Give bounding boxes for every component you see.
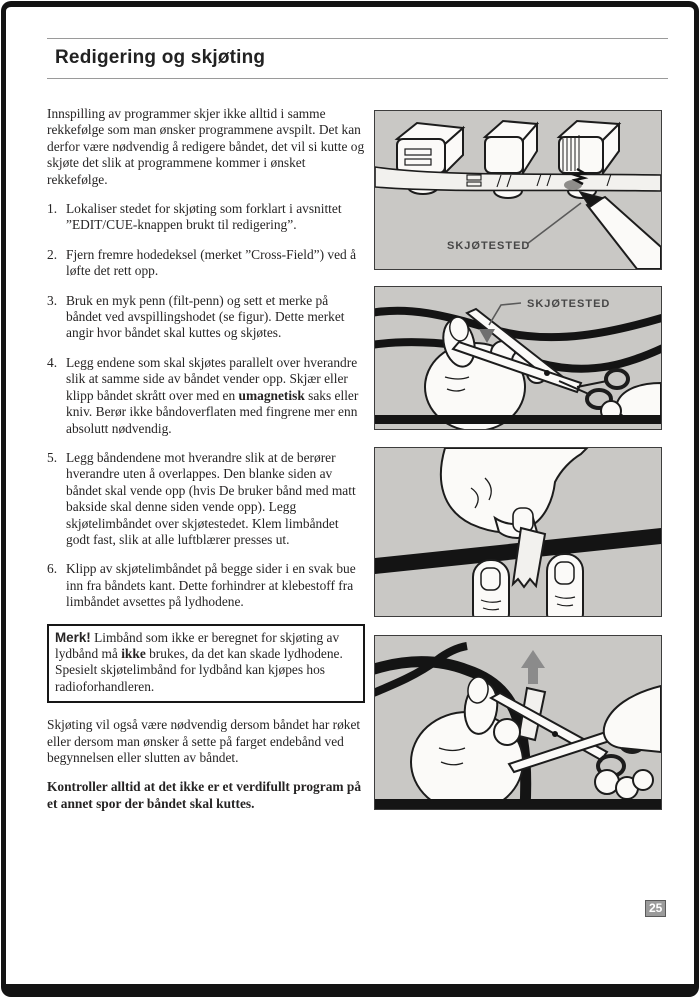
step-text: Legg båndendene mot hverandre slik at de berører hverandre uten å overlappes. Den blanke siden av båndet skal vende opp (hvis De bruker bånd med matt bakside skal denne siden vende opp). Legg skjøtelimbåndet over skjøtestedet. Klem limbåndet godt fast, slik at alle luftblærer presses ut. (66, 449, 356, 547)
step-number: 4. (47, 354, 58, 370)
step-text: Klipp av skjøtelimbåndet på begge sider i en svak bue inn fra båndets kant. Dette forhindrer at klebestoff fra limbåndet avsettes på lydhodene. (66, 561, 356, 610)
apply-splice-tape-illustration (375, 448, 661, 616)
step-number: 1. (47, 201, 58, 217)
step-text: Lokaliser stedet for skjøting som forklart i avsnittet ”EDIT/CUE-knappen brukt til redigering”. (66, 201, 342, 233)
step-4 (47, 355, 365, 437)
step-text-bold: umagnetisk (238, 387, 305, 403)
note-text-bold: ikke (121, 645, 146, 661)
figure-trimming-splice-tape (374, 635, 662, 810)
step-1 (47, 201, 365, 234)
closing-paragraph: Skjøting vil også være nødvendig dersom båndet har røket eller dersom man ønsker å sette på farget endebånd ved begynnelsen eller slutten av båndet. (47, 717, 361, 765)
page-header (47, 38, 668, 79)
trim-splice-illustration (375, 636, 661, 809)
header-rule-bottom (47, 78, 668, 79)
body-text-column (47, 106, 365, 812)
step-text: Bruk en myk penn (filt-penn) og sett et merke på båndet ved avspillingshodet (se figur). Dette merket angir hvor båndet skal kuttes og skjøtes. (66, 292, 345, 341)
figure-cutting-tape (374, 286, 662, 430)
intro-paragraph: Innspilling av programmer skjer ikke alltid i samme rekkefølge som man ønsker programmene avspilt. Det kan derfor være nødvendig å redigere båndet, det vil si kutte og skjøte det slik at programmene kommer i ønsket rekkefølge. (47, 106, 365, 187)
step-number: 6. (47, 561, 58, 577)
tape-heads-pen-illustration (375, 111, 661, 269)
figure-marking-splice-point (374, 110, 662, 270)
note-box (47, 624, 365, 704)
splice-point-label: SKJØTESTED (447, 240, 531, 252)
step-number: 5. (47, 449, 58, 465)
figure-applying-splice-tape (374, 447, 662, 617)
note-text-b: brukes, da det kan skade lydhodene. Spesielt skjøtelimbånd for lydbånd kan kjøpes hos radioforhandleren. (55, 645, 343, 694)
header-rule-top (47, 38, 668, 39)
step-text-b: saks eller kniv. Berør ikke båndoverflaten med fingrene mer enn absolutt nødvendig. (66, 387, 359, 436)
step-text-a: Legg endene som skal skjøtes parallelt over hverandre slik at samme side av båndet vender opp. Skjær eller klipp båndet skrått over med en (66, 354, 358, 403)
step-5 (47, 450, 365, 548)
step-6 (47, 561, 365, 610)
illustration-column (374, 110, 662, 810)
note-text-a: Limbånd som ikke er beregnet for skjøting av lydbånd må (55, 629, 340, 661)
page-title: Redigering og skjøting (55, 47, 266, 68)
splice-point-label: SKJØTESTED (527, 298, 611, 310)
step-2 (47, 247, 365, 280)
step-number: 3. (47, 292, 58, 308)
step-number: 2. (47, 246, 58, 262)
step-text (66, 355, 365, 437)
step-3 (47, 293, 365, 342)
scissors-cutting-illustration (375, 287, 661, 429)
note-label: Merk! (55, 629, 91, 645)
warning-paragraph: Kontroller alltid at det ikke er et verdifullt program på et annet spor der båndet skal kuttes. (47, 779, 362, 811)
page-number-badge: 25 (645, 900, 666, 917)
step-text: Fjern fremre hodedeksel (merket ”Cross-Field”) ved å løfte det rett opp. (66, 246, 357, 279)
